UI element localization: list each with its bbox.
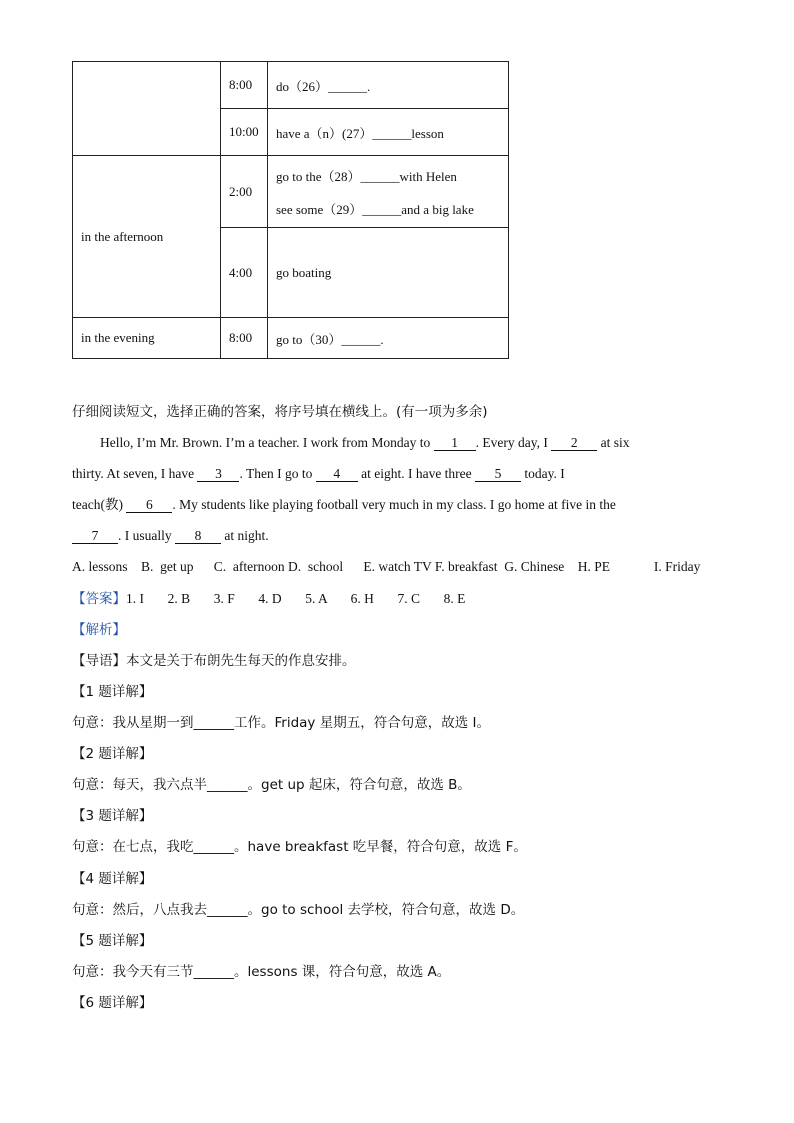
guide-text: 【导语】本文是关于布朗先生每天的作息安排。 <box>72 653 356 669</box>
table-row <box>73 318 509 359</box>
time-cell: 4:00 <box>221 228 268 318</box>
activity-cell: do（26）______. <box>268 62 509 109</box>
passage-text: at eight. I have three <box>357 466 476 481</box>
item-3-body: 句意：在七点，我吃______。have breakfast 吃早餐，符合句意，故选 F。 <box>72 839 527 855</box>
answer-text: 1. I 2. B 3. F 4. D 5. A 6. H 7. C 8. E <box>126 591 466 606</box>
activity-cell: go to（30）______. <box>268 318 509 359</box>
passage-text: thirty. At seven, I have <box>72 466 198 481</box>
passage-line-3 <box>72 496 616 514</box>
item-4-heading: 【4 题详解】 <box>72 871 153 887</box>
item-5-heading: 【5 题详解】 <box>72 933 153 949</box>
analysis-tag: 【解析】 <box>72 622 126 638</box>
item-1-heading: 【1 题详解】 <box>72 684 153 700</box>
passage-text: teach(教) <box>72 497 127 512</box>
time-cell: 2:00 <box>221 156 268 228</box>
blank-7: 7 <box>72 528 118 544</box>
passage-text: . Every day, I <box>475 435 552 450</box>
blank-6: 6 <box>126 497 172 513</box>
table-row <box>73 156 509 228</box>
activity-cell: go boating <box>268 228 509 318</box>
time-cell: 10:00 <box>221 109 268 156</box>
blank-3: 3 <box>197 466 239 482</box>
passage-text: today. I <box>521 466 565 481</box>
passage-line-4 <box>72 527 269 545</box>
item-1-body: 句意：我从星期一到______工作。Friday 星期五，符合句意，故选 I。 <box>72 715 490 731</box>
item-5-body: 句意：我今天有三节______。lessons 课，符合句意，故选 A。 <box>72 964 451 980</box>
time-cell: 8:00 <box>221 62 268 109</box>
section-instruction: 仔细阅读短文，选择正确的答案，将序号填在横线上。(有一项为多余) <box>72 404 488 420</box>
options-line: A. lessons B. get up C. afternoon D. school E. watch TV F. breakfast G. Chinese H. PE I. Friday <box>72 559 701 574</box>
passage-line-1 <box>100 434 630 452</box>
item-2-heading: 【2 题详解】 <box>72 746 153 762</box>
answer-tag: 【答案】 <box>72 591 126 607</box>
item-6-heading: 【6 题详解】 <box>72 995 153 1011</box>
item-2-body: 句意：每天，我六点半______。get up 起床，符合句意，故选 B。 <box>72 777 471 793</box>
answer-line <box>72 590 465 608</box>
blank-4: 4 <box>316 466 358 482</box>
passage-text: at six <box>597 435 630 450</box>
item-3-heading: 【3 题详解】 <box>72 808 153 824</box>
activity-line: go to the（28）______with Helen <box>276 168 457 184</box>
blank-8: 8 <box>175 528 221 544</box>
time-cell: 8:00 <box>221 318 268 359</box>
passage-text: at night. <box>221 528 269 543</box>
blank-2: 2 <box>551 435 597 451</box>
period-cell: in the afternoon <box>73 156 221 318</box>
passage-line-2 <box>72 465 565 483</box>
item-4-body: 句意：然后，八点我去______。go to school 去学校，符合句意，故选 D。 <box>72 902 525 918</box>
passage-text: . My students like playing football very much in my class. I go home at five in the <box>172 497 616 512</box>
passage-text: . I usually <box>118 528 175 543</box>
table-row <box>73 62 509 109</box>
period-cell <box>73 62 221 156</box>
activity-cell <box>268 156 509 228</box>
activity-line: see some（29）______and a big lake <box>276 201 474 217</box>
activity-cell: have a（n）(27）______lesson <box>268 109 509 156</box>
passage-text: . Then I go to <box>239 466 316 481</box>
blank-1: 1 <box>434 435 476 451</box>
schedule-table <box>72 61 509 359</box>
passage-text: Hello, I’m Mr. Brown. I’m a teacher. I work from Monday to <box>100 435 434 450</box>
blank-5: 5 <box>475 466 521 482</box>
period-cell: in the evening <box>73 318 221 359</box>
